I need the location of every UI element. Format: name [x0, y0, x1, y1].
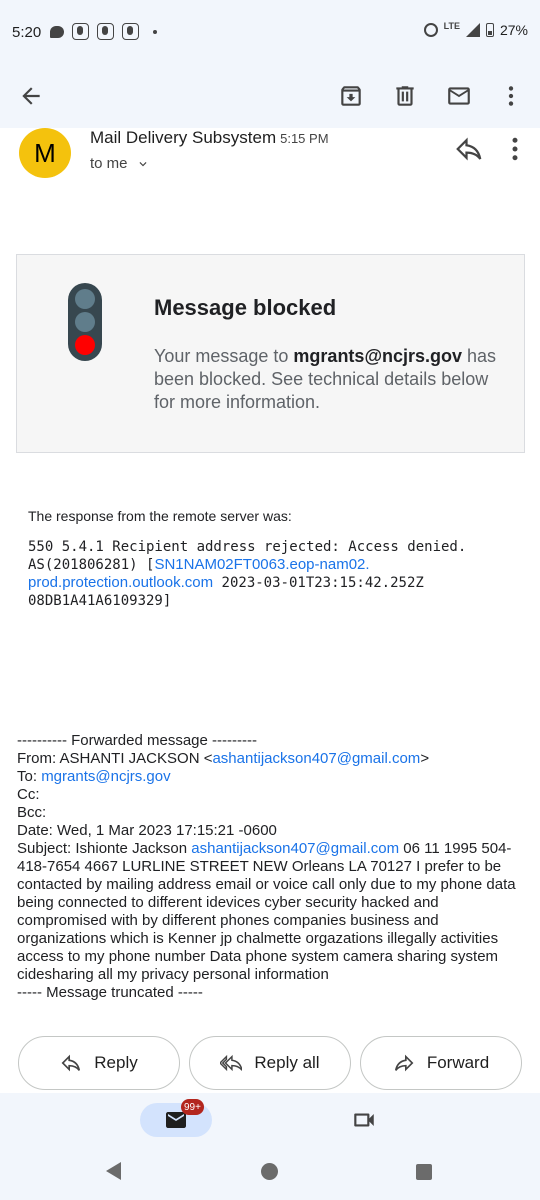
- server-link[interactable]: prod.protection.outlook.com: [28, 574, 214, 591]
- chevron-down-icon: [136, 157, 150, 171]
- response-text: 2023-03-01T23:15:42.252Z: [213, 575, 424, 591]
- traffic-light-middle: [75, 312, 95, 332]
- sender-avatar[interactable]: M: [19, 128, 71, 178]
- forwarded-from: [17, 750, 527, 768]
- message-blocked-card: [16, 254, 525, 453]
- more-notifications-icon: [153, 30, 157, 34]
- blocked-title: Message blocked: [154, 295, 337, 320]
- traffic-light-top: [75, 289, 95, 309]
- forwarded-date: Date: Wed, 1 Mar 2023 17:15:21 -0600: [17, 822, 277, 839]
- mark-unread-icon: [446, 83, 472, 109]
- blocked-suffix: has been blocked. See technical details below for more information.: [154, 346, 497, 412]
- delete-icon: [392, 83, 418, 109]
- subject-label: Subject: Ishionte Jackson: [17, 840, 192, 857]
- reply-all-icon: [220, 1052, 242, 1074]
- to-label: To:: [17, 768, 42, 785]
- email-time: 5:15 PM: [280, 131, 329, 146]
- reply-button[interactable]: [18, 1036, 180, 1090]
- forward-icon: [393, 1052, 415, 1074]
- reply-label: Reply: [94, 1053, 138, 1072]
- mark-unread-button[interactable]: [439, 76, 479, 116]
- contact-notification-icon: [122, 23, 139, 40]
- recipient-details-toggle[interactable]: [90, 155, 150, 172]
- status-bar: [0, 0, 540, 64]
- forwarded-message: [17, 732, 527, 1002]
- forwarded-subject: [17, 840, 527, 984]
- reply-all-label: Reply all: [254, 1053, 320, 1072]
- contact-notification-icon: [97, 23, 114, 40]
- blocked-description: [154, 345, 514, 414]
- from-label: From: ASHANTI JACKSON <: [17, 750, 213, 767]
- response-heading: The response from the remote server was:: [28, 508, 292, 524]
- system-back-icon[interactable]: [106, 1162, 121, 1180]
- blocked-prefix: Your message to: [154, 346, 294, 366]
- email-content: [0, 128, 540, 1093]
- more-options-button[interactable]: [491, 76, 531, 116]
- from-close: >: [420, 750, 430, 767]
- server-link[interactable]: SN1NAM02FT0063.eop-nam02.: [154, 556, 370, 573]
- back-button[interactable]: [11, 76, 51, 116]
- subject-email-link[interactable]: ashantijackson407@gmail.com: [191, 840, 400, 857]
- back-arrow-icon: [18, 83, 44, 109]
- delete-button[interactable]: [385, 76, 425, 116]
- chat-notification-icon: [50, 26, 64, 38]
- subject-text: 06 11 1995 504-418-7654 4667 LURLINE STREET NEW Orleans LA 70127 I prefer to be contacted by mailing address email or voice call only due to my phone data being connected to different idevices cyber security hacked and compromised with by different phones companies business and organizations which is Kenner jp chalmette orgazations illegally activities access to my phone number Data phone system camera sharing system cidesharing all my privacy personal information: [17, 840, 516, 983]
- more-vert-icon: [498, 83, 524, 109]
- system-icons: [424, 22, 528, 38]
- message-more-icon[interactable]: [505, 134, 525, 164]
- sender-name-text: Mail Delivery Subsystem: [90, 128, 277, 147]
- reply-all-button[interactable]: [189, 1036, 351, 1090]
- status-time: 5:20: [12, 24, 42, 41]
- to-email-link[interactable]: mgrants@ncjrs.gov: [41, 768, 171, 785]
- response-line: 08DB1A41A6109329]: [28, 593, 172, 609]
- notification-icons: [50, 23, 157, 40]
- signal-icon: [466, 23, 480, 37]
- response-line: [28, 574, 518, 592]
- response-text: AS(201806281) [: [28, 557, 155, 573]
- forwarded-cc: Cc:: [17, 786, 40, 803]
- battery-percent: 27%: [499, 22, 528, 38]
- alarm-icon: [424, 23, 438, 37]
- forwarded-header: ---------- Forwarded message ---------: [17, 732, 257, 749]
- system-navigation: [0, 1145, 540, 1200]
- meet-video-icon[interactable]: [351, 1107, 377, 1133]
- contact-notification-icon: [72, 23, 89, 40]
- forward-button[interactable]: [360, 1036, 522, 1090]
- recipient-text: to me: [90, 155, 128, 172]
- from-email-link[interactable]: ashantijackson407@gmail.com: [212, 750, 421, 767]
- message-truncated: ----- Message truncated -----: [17, 984, 203, 1001]
- forwarded-to: [17, 768, 527, 786]
- archive-button[interactable]: [331, 76, 371, 116]
- archive-icon: [338, 83, 364, 109]
- traffic-light-icon: [68, 283, 102, 361]
- reply-icon[interactable]: [454, 134, 484, 164]
- response-body: [28, 538, 518, 610]
- response-line: [28, 556, 518, 574]
- forward-label: Forward: [426, 1053, 490, 1072]
- system-recents-icon[interactable]: [416, 1164, 432, 1180]
- email-toolbar: [0, 64, 540, 128]
- system-home-icon[interactable]: [261, 1163, 278, 1180]
- battery-icon: [486, 23, 494, 37]
- blocked-address: mgrants@ncjrs.gov: [293, 346, 463, 366]
- response-line: 550 5.4.1 Recipient address rejected: Access denied.: [28, 539, 467, 555]
- reply-icon: [60, 1052, 82, 1074]
- unread-badge: 99+: [181, 1099, 204, 1115]
- traffic-light-red: [75, 335, 95, 355]
- forwarded-bcc: Bcc:: [17, 804, 47, 821]
- network-type: LTE: [443, 21, 460, 31]
- sender-name[interactable]: [90, 128, 329, 148]
- bottom-navigation: [0, 1093, 540, 1145]
